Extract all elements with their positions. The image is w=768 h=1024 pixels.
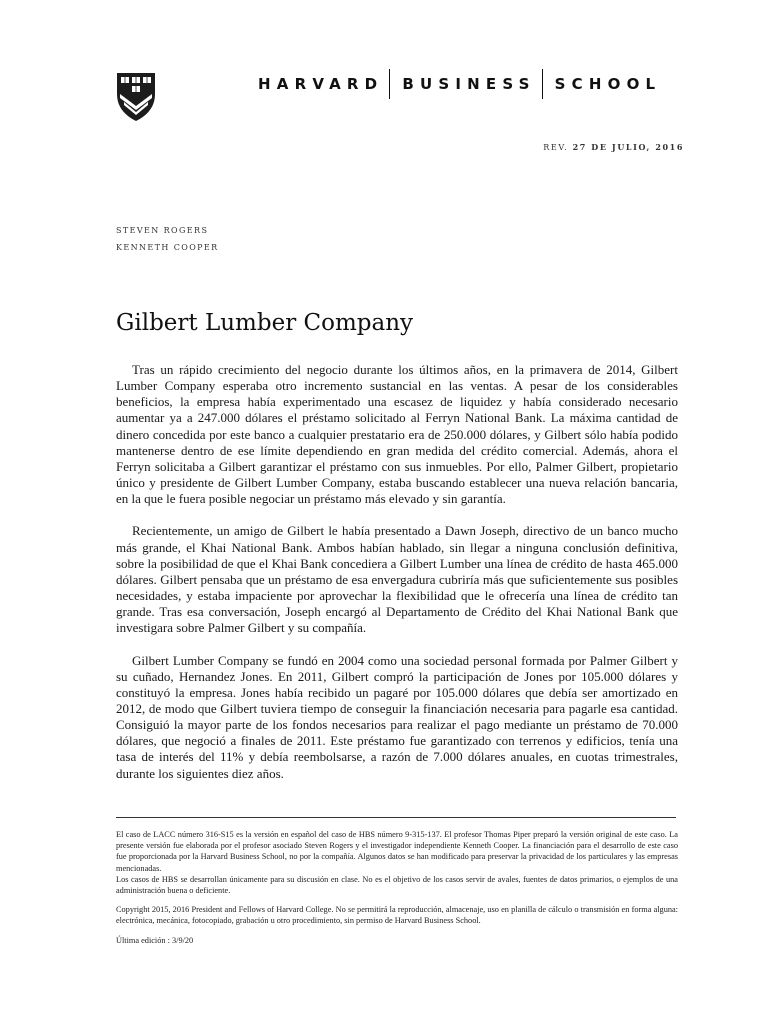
- case-note: El caso de LACC número 316-S15 es la versión en español del caso de HBS número 9-315-137. El profesor Thomas Piper preparó la versión original de este caso. La presente versión fue elaborada por el profesor asociado Steven Rogers y el investigador independiente Kenneth Cooper. La financiación para el desarrollo de este caso fue proporcionada por la Harvard Business School, no por la compañía. Algunos datos se han modificado para preservar la privacidad de los particulares y las empresas mencionadas.: [116, 830, 678, 873]
- case-body: [116, 362, 678, 798]
- masthead-divider: [389, 69, 390, 99]
- revision-date-value: 27 DE JULIO, 2016: [572, 142, 684, 152]
- case-title: Gilbert Lumber Company: [116, 310, 414, 336]
- revision-prefix: REV.: [543, 143, 569, 152]
- masthead-school: SCHOOL: [554, 75, 662, 93]
- footnote-divider: [116, 817, 676, 818]
- author-name: STEVEN ROGERS: [116, 226, 209, 235]
- use-note: Los casos de HBS se desarrollan únicamente para su discusión en clase. No es el objetivo de los casos servir de avales, fuentes de datos primarios, o ejemplos de una administración buena o deficiente.: [116, 874, 678, 896]
- masthead: [258, 68, 661, 100]
- author-name: KENNETH COOPER: [116, 243, 219, 252]
- body-paragraph: Gilbert Lumber Company se fundó en 2004 como una sociedad personal formada por Palmer Gilbert y su cuñado, Hernandez Jones. En 2011, Gilbert compró la participación de Jones por 105.000 dólares y constituyó la empresa. Jones había recibido un pagaré por 105.000 dólares que debía ser amortizado en 2012, de modo que Gilbert tuviera tiempo de conseguir la financiación necesaria para pagarle esa cantidad. Consiguió la mayor parte de los fondos necesarios para realizar el pago mediante un préstamo de 70.000 dólares, que negoció a finales de 2011. Este préstamo fue garantizado con terrenos y edificios, tenía una tasa de interés del 11% y debía reembolsarse, a razón de 7.000 dólares anuales, en cuotas trimestrales, durante los siguientes diez años.: [116, 652, 678, 781]
- authors: [116, 222, 219, 256]
- harvard-shield-icon: [116, 72, 156, 122]
- masthead-harvard: HARVARD: [258, 75, 384, 93]
- copyright-note: Copyright 2015, 2016 President and Fellows of Harvard College. No se permitirá la reproducción, almacenaje, uso en planilla de cálculo o transmisión en forma alguna: electrónica, mecánica, fotocopiado, grabación u otro procedimiento, sin permiso de Harvard Business School.: [116, 905, 678, 926]
- masthead-business: BUSINESS: [402, 75, 536, 93]
- revision-date: [543, 142, 684, 152]
- last-edit-note: Última edición : 3/9/20: [116, 935, 194, 945]
- footnotes: [116, 829, 678, 946]
- masthead-divider: [542, 69, 543, 99]
- body-paragraph: Tras un rápido crecimiento del negocio durante los últimos años, en la primavera de 2014, Gilbert Lumber Company esperaba otro incremento sustancial en las ventas. A pesar de los considerables beneficios, la empresa había experimentado una escasez de liquidez y había considerado necesario aumentar ya a 247.000 dólares el préstamo solicitado al Ferryn National Bank. La máxima cantidad de dinero concedida por este banco a cualquier prestatario era de 250.000 dólares, y Gilbert sólo había podido mantenerse dentro de ese límite dependiendo en gran medida del crédito comercial. Además, ahora el Ferryn solicitaba a Gilbert garantizar el préstamo con sus inmuebles. Por ello, Palmer Gilbert, propietario único y presidente de Gilbert Lumber Company, estaba buscando establecer una nueva relación bancaria, en la que le fuera posible negociar un préstamo más elevado y sin garantía.: [116, 362, 678, 507]
- body-paragraph: Recientemente, un amigo de Gilbert le había presentado a Dawn Joseph, directivo de un banco mucho más grande, el Khai National Bank. Ambos habían hablado, sin llegar a ninguna conclusión definitiva, sobre la posibilidad de que el Khai Bank concediera a Gilbert Lumber una línea de crédito de hasta 465.000 dólares. Gilbert pensaba que un préstamo de esa envergadura cubriría más que suficientemente sus posibles necesidades, y estaba impaciente por aprovechar la flexibilidad que le ofrecería una línea de crédito tan grande. Tras esa conversación, Joseph encargó al Departamento de Crédito del Khai National Bank que investigara sobre Palmer Gilbert y su compañía.: [116, 523, 678, 636]
